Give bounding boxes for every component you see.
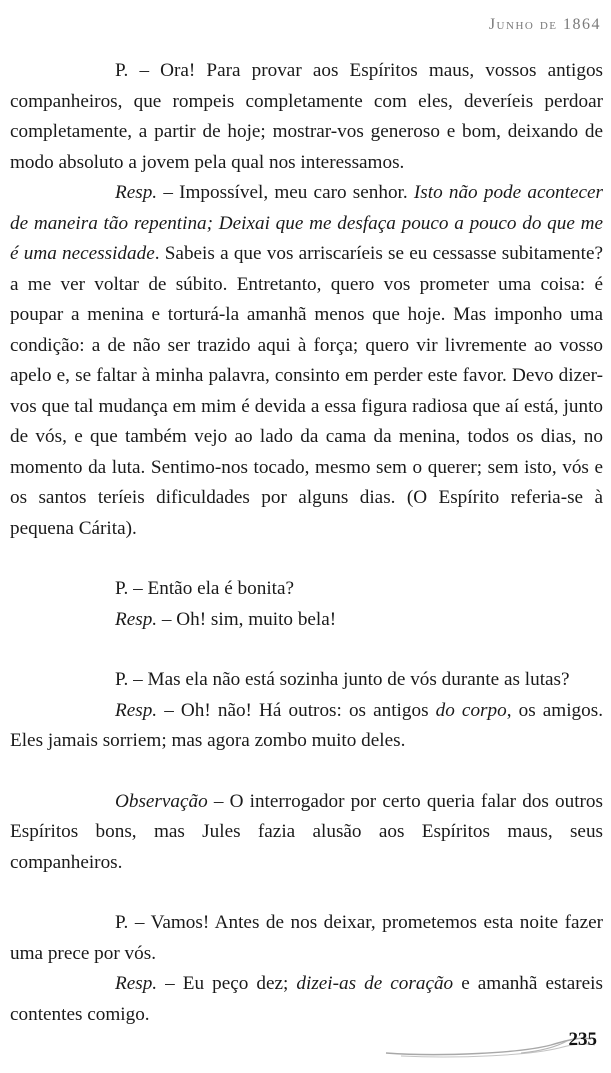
- speaker-label: P.: [115, 669, 129, 690]
- paragraph-text: – Oh! não! Há outros: os antigos: [157, 699, 436, 721]
- question-paragraph: [10, 908, 603, 969]
- page-body: [10, 56, 603, 1030]
- paragraph-text: , os amigos. Eles jamais sorriem; mas agora zombo muito deles.: [10, 699, 603, 751]
- running-header: Junho de 1864: [488, 16, 601, 33]
- paragraph-text: – Vamos! Antes de nos deixar, prometemos esta noite fazer uma prece por vós.: [10, 912, 603, 964]
- paragraph-text: . Sabeis a que vos arriscaríeis se eu cessasse subitamente? a me ver voltar de súbito. Entretanto, quero vos prometer uma coisa: é poupar a menina e torturá-la amanhã menos que hoje. Mas imponho uma condição: a de não ser trazido aqui à força; quero vir livremente ao vosso apelo e, se faltar à minha palavra, consinto em perder este favor. Devo dizer-vos que tal mudança em mim é devida a essa figura radiosa que aí está, junto de vós, e que também vejo ao lado da cama da menina, todos os dias, no momento da luta. Sentimo-nos tocado, mesmo sem o querer; sem isto, vós e os santos teríeis dificuldades por alguns dias. (O Espírito referia-se à pequena Cárita).: [10, 243, 603, 539]
- question-paragraph: [10, 665, 603, 696]
- paragraph-text: – Ora! Para provar aos Espíritos maus, vossos antigos companheiros, que rompeis completamente com eles, deveríeis perdoar completamente, a partir de hoje; mostrar-vos generoso e bom, deixando de modo absoluto a jovem pela qual nos interessamos.: [10, 60, 603, 173]
- question-paragraph: [10, 574, 603, 605]
- paragraph-text: – Eu peço dez;: [157, 973, 297, 994]
- answer-paragraph: [10, 178, 603, 544]
- answer-paragraph: [10, 969, 603, 1030]
- question-paragraph: [10, 56, 603, 178]
- speaker-label: Resp.: [115, 182, 158, 203]
- italic-text: do corpo: [435, 699, 507, 721]
- paragraph-text: – Impossível, meu caro senhor.: [157, 182, 414, 203]
- italic-text: Isto não pode acontecer de maneira tão repentina; Deixai que me desfaça pouco a pouco do que me é uma necessidade: [10, 182, 603, 264]
- speaker-label: Resp.: [115, 699, 158, 721]
- speaker-label: Resp.: [115, 973, 158, 994]
- paragraph-text: – O interrogador por certo queria falar dos outros Espíritos bons, mas Jules fazia alusão aos Espíritos maus, seus companheiros.: [10, 790, 603, 873]
- answer-paragraph: [10, 696, 603, 757]
- speaker-label: Resp.: [115, 608, 158, 630]
- answer-paragraph: [10, 605, 603, 636]
- page-number: 235: [568, 1029, 597, 1050]
- paragraph-text: – Oh! sim, muito bela!: [157, 608, 337, 630]
- italic-text: dizei-as de coração: [296, 973, 454, 994]
- paragraph-text: – Então ela é bonita?: [128, 578, 295, 599]
- speaker-label: P.: [115, 60, 129, 81]
- page-footer: [381, 1023, 601, 1063]
- speaker-label: P.: [115, 578, 129, 599]
- observation-paragraph: [10, 787, 603, 879]
- paragraph-text: – Mas ela não está sozinha junto de vós durante as lutas?: [128, 669, 570, 690]
- speaker-label: Observação: [115, 790, 208, 812]
- paragraph-text: e amanhã estareis contentes comigo.: [10, 973, 603, 1025]
- speaker-label: P.: [115, 912, 129, 933]
